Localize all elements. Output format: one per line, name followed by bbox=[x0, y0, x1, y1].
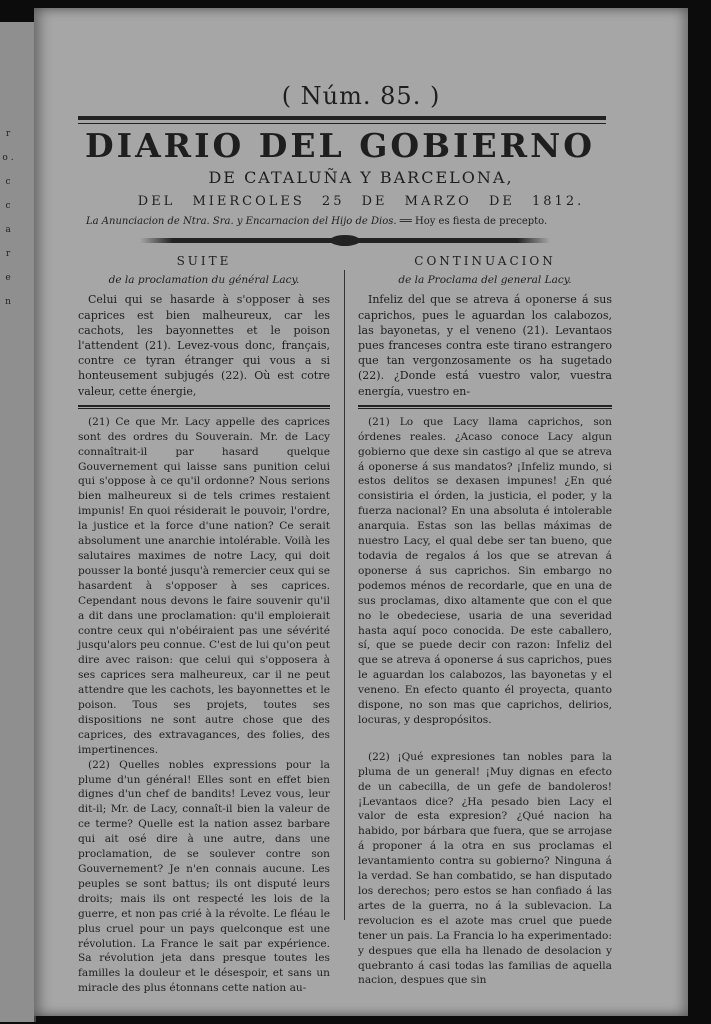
right-footnote-22: (22) ¡Qué expresiones tan nobles para la pluma de un general! ¡Muy dignas en efecto de un cabecilla, de un gefe de bandoleros! ¡Levantaos dice? ¿Ha pesado bien Lacy el valor de esta expresion? ¿Qué nacion ha habido, por bárbara que fuera, que se arrojase á proponer á la otra en sus proclamas el levantamiento contra su gobierno? Ninguna á la verdad. Se han combatido, se han disputado los derechos; pero estos se han confiado á las artes de la guerra, no á la sublevacion. La revolucion es el azote mas cruel que puede tener un pais. La Francia lo ha experimentado: y despues que ella ha llenado de desolacion y quebranto á casi todas las familias de aquella nacion, despues que sin bbox=[358, 750, 612, 987]
left-page-edge bbox=[0, 22, 36, 1022]
masthead-title: DIARIO DEL GOBIERNO bbox=[85, 126, 595, 165]
newspaper-page bbox=[34, 8, 688, 1016]
right-column-rule bbox=[358, 405, 612, 409]
footnote-spacer bbox=[358, 728, 612, 750]
dateline: DEL MIERCOLES 25 DE MARZO DE 1812. bbox=[137, 194, 585, 209]
column-divider bbox=[344, 270, 345, 920]
left-column bbox=[78, 254, 330, 996]
right-column bbox=[358, 254, 612, 988]
header-rule-thick bbox=[78, 116, 606, 120]
left-column-heading: SUITE bbox=[176, 254, 232, 268]
issue-number: ( Núm. 85. ) bbox=[281, 82, 441, 110]
left-column-subheading: de la proclamation du général Lacy. bbox=[108, 274, 300, 287]
left-page-marks: r o . c c a r e n bbox=[2, 129, 14, 307]
left-column-rule bbox=[78, 405, 330, 409]
right-proclamation-text: Infeliz del que se atreva á oponerse á sus caprichos, pues le aguardan los calabozos, las bayonetas, y el veneno (21). Levantaos pues franceses contra este tirano estrangero que tan vergonzosamente os ha sugetado (22). ¿Donde está vuestro valor, vuestra energía, vuestro en- bbox=[358, 293, 612, 398]
left-proclamation-text: Celui qui se hasarde à s'opposer à ses caprices est bien malheureux, car les cachots, les bayonnettes et le poison l'attendent (21). Levez-vous donc, français, contre ce tyran étranger qui vous a si honteusement subjugés (22). Où est cotre valeur, cette énergie, bbox=[78, 293, 330, 398]
ornamental-rule bbox=[140, 238, 550, 243]
left-footnote-21: (21) Ce que Mr. Lacy appelle des caprices sont des ordres du Souverain. Mr. de Lacy connaîtrait-il par hasard quelque Gouvernement qui laisse sans punition celui qui s'oppose à ce qu'il ordonne? Nous serions bien malheureux si de tels crimes restaient impunis! En quoi résiderait le pouvoir, l'ordre, la justice et la force d'une nation? Ce serait absolument une anarchie intolérable. Voilà les salutaires maximes de notre Lacy, qui doit pousser la bonté jusqu'à remercier ceux qui se hasardent à s'opposer à ses caprices. Cependant nous devons le faire souvenir qu'il a dit dans une proclamation: qu'il emploierait contre ceux qui n'obéiraient pas une sévérité jusqu'alors peu connue. C'est de lui qu'on peut dire avec raison: que celui qui s'opposera à ses caprices sera malheureux, car il ne peut attendre que les cachots, les bayonnettes et le poison. Tous ses projets, toutes ses dispositions ne sont autre chose que des caprices, des extravagances, des folies, des impertinences. bbox=[78, 415, 330, 756]
feast-text: La Anunciacion de Ntra. Sra. y Encarnacion del Hijo de Dios. bbox=[86, 216, 397, 227]
left-footnote-22: (22) Quelles nobles expressions pour la plume d'un général! Elles sont en effet bien dignes d'un chef de bandits! Levez vous, leur dit-il; Mr. de Lacy, connaît-il bien la valeur de ce terme? Quelle est la nation assez barbare qui ait osé dire à une autre, dans une proclamation, de se soulever contre son Gouvernement? Je n'en connais aucune. Les peuples se sont battus; ils ont disputé leurs droits; mais ils ont respecté les lois de la guerre, et non pas crié à la révolte. Le fléau le plus cruel pour un pays quelconque est une révolution. La France le sait par expérience. Sa révolution jeta dans presque toutes les familles la douleur et le désespoir, et sans un miracle des plus étonnans cette nation au- bbox=[78, 758, 330, 995]
right-footnote-21: (21) Lo que Lacy llama caprichos, son órdenes reales. ¿Acaso conoce Lacy algun gobierno que dexe sin castigo al que se atreva á oponerse á sus mandatos? ¡Infeliz mundo, si estos delitos se dexasen impunes! ¿En qué consistiria el órden, la justicia, el poder, y la fuerza nacional? En una absoluta é intolerable anarquia. Estas son las bellas máximas de nuestro Lacy, el qual debe ser tan bueno, que todavia de regalos á los que se atrevan á oponerse á sus caprichos. Sin embargo no podemos ménos de recordarle, que en una de sus proclamas, dixo altamente que con el que no le obedeciese, usaria de una severidad hasta aquí poco conocida. De este caballero, sí, que se puede decir con razon: Infeliz del que se atreva á oponerse á sus caprichos, pues le aguardan los calabozos, las bayonetas y el veneno. En efecto quanto él proyecta, quanto dispone, no son mas que caprichos, delirios, locuras, y despropósitos. bbox=[358, 415, 612, 726]
masthead-subtitle: DE CATALUÑA Y BARCELONA, bbox=[208, 168, 514, 187]
precept-text: ══ Hoy es fiesta de precepto. bbox=[399, 216, 548, 227]
right-column-subheading: de la Proclama del general Lacy. bbox=[398, 274, 572, 287]
header-rule-thin bbox=[78, 123, 606, 124]
right-column-heading: CONTINUACION bbox=[414, 254, 556, 268]
feast-line bbox=[86, 216, 646, 227]
